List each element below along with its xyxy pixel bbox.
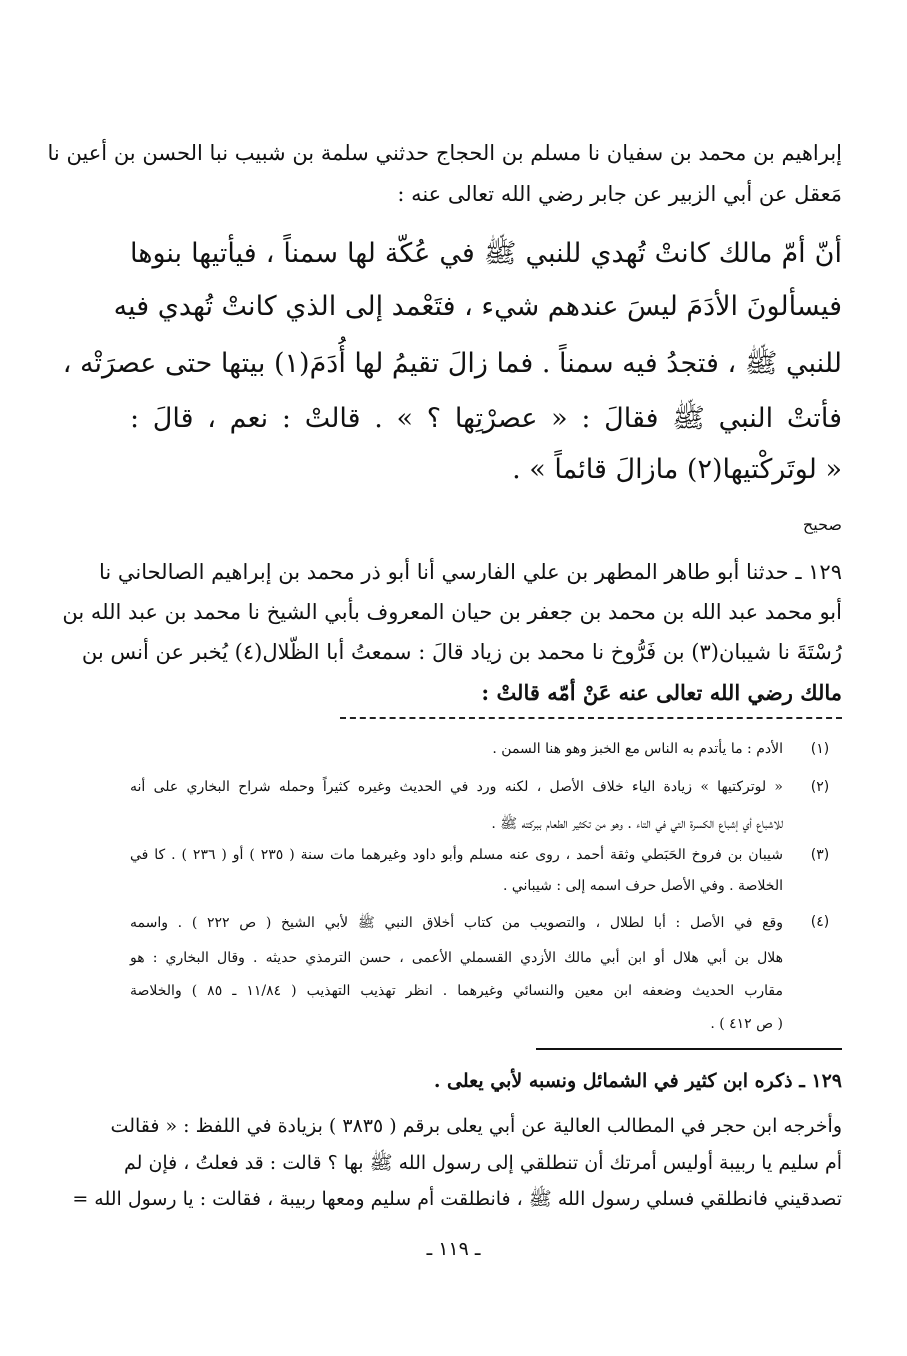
hadith-129-line-3: رُسْتَةَ نا شيبان(٣) بن فَرُّوخ نا محمد بن زياد قالَ : سمعتُ أبا الظّلال(٤) يُخبر عن أنس بن [81,640,842,664]
matn-line-3: للنبي ﷺ ، فتجدُ فيه سمناً . فما زالَ تقيمُ لها أُدَمَ(١) بيتها حتى عصرَتْه ، [62,348,842,379]
dashed-divider [340,717,842,719]
footnote-number: (٤) [810,914,830,930]
takhrij-line-1: وأخرجه ابن حجر في المطالب العالية عن أبي يعلى برقم ( ٣٨٣٥ ) بزيادة في اللفظ : « فقالت [110,1115,842,1137]
footnote-2-line-1: « لوتركتيها » زيادة الياء خلاف الأصل ، لكنه ورد في الحديث وغيره كثيراً وحمله شراح البخاري على أنه [130,779,783,795]
footnote-number: (١) [810,741,830,757]
matn-line-2: فيسألونَ الأدَمَ ليسَ عندهم شيء ، فتَعْمد إلى الذي كانتْ تُهدي فيه [113,291,842,322]
footnote-4-line-2: هلال بن أبي هلال أو ابن أبي مالك الأزدي القسملي الأعمى ، حسن الترمذي حديثه . وقال البخاري : هو [130,950,783,966]
footnote-4-line-4: ( ص ٤١٢ ) . [710,1016,783,1032]
footnote-1-line-1: الأدم : ما يأتدم به الناس مع الخبز وهو هنا السمن . [492,741,783,757]
footnote-3-line-1: شيبان بن فروخ الحَبَطي وثقة أحمد ، روى عنه مسلم وأبو داود وغيرهما مات سنة ( ٢٣٥ ) أو ( ٢٣٦ ) . كا في [130,847,784,863]
isnad-line-2: مَعقل عن أبي الزبير عن جابر رضي الله تعالى عنه : [397,182,842,206]
page-number: ـ ١١٩ ـ [426,1238,481,1260]
footnote-number: (٢) [810,779,830,795]
matn-line-5: « لوتَركْتيها(٢) مازالَ قائماً » . [512,454,842,485]
hadith-grade: صحيح [802,515,842,534]
hadith-129-line-2: أبو محمد عبد الله بن محمد بن جعفر بن حيان المعروف بأبي الشيخ نا محمد بن عبد الله بن [62,600,842,624]
section-separator [536,1048,842,1050]
matn-line-1: أنّ أمّ مالك كانتْ تُهدي للنبي ﷺ في عُكّة لها سمناً ، فيأتيها بنوها [130,238,842,269]
isnad-line-1: إبراهيم بن محمد بن سفيان نا مسلم بن الحجاج حدثني سلمة بن شبيب نبا الحسن بن أعين نا [47,141,842,165]
footnote-2-line-2: للاشباع أي إشباع الكسرة التي في التاء . وهو من تكثير الطعام ببركته ﷺ . [491,816,783,832]
takhrij-line-3: تصدقيني فانطلقي فسلي رسول الله ﷺ ، فانطلقت أم سليم ومعها ربيبة ، فقالت : يا رسول الله = [72,1188,842,1210]
takhrij-heading: ١٢٩ ـ ذكره ابن كثير في الشمائل ونسبه لأبي يعلى . [433,1070,842,1092]
footnote-4-line-1: وقع في الأصل : أبا لطلال ، والتصويب من كتاب أخلاق النبي ﷺ لأبي الشيخ ( ص ٢٢٢ ) . واسمه [130,915,783,931]
takhrij-line-2: أم سليم يا ربيبة أوليس أمرتك أن تنطلقي إلى رسول الله ﷺ بها ؟ قالت : قد فعلتُ ، فإن لم [123,1152,842,1174]
footnote-number: (٣) [810,847,830,863]
matn-line-4: فأتتْ النبي ﷺ فقالَ : « عصرْتِها ؟ » . قالتْ : نعم ، قالَ : [130,403,842,434]
hadith-129-line-1: ١٢٩ ـ حدثنا أبو طاهر المطهر بن علي الفارسي أنا أبو ذر محمد بن إبراهيم الصالحاني نا [98,560,842,584]
footnote-4-line-3: مقارب الحديث وضعفه ابن معين والنسائي وغيرهما . انظر تهذيب التهذيب ( ١١/٨٤ ـ ٨٥ ) والخلاصة [130,983,783,999]
footnote-3-line-2: الخلاصة . وفي الأصل حرف اسمه إلى : شيباني . [502,878,783,894]
hadith-129-line-4: مالك رضي الله تعالى عنه عَنْ أمّه قالتْ : [481,680,842,705]
